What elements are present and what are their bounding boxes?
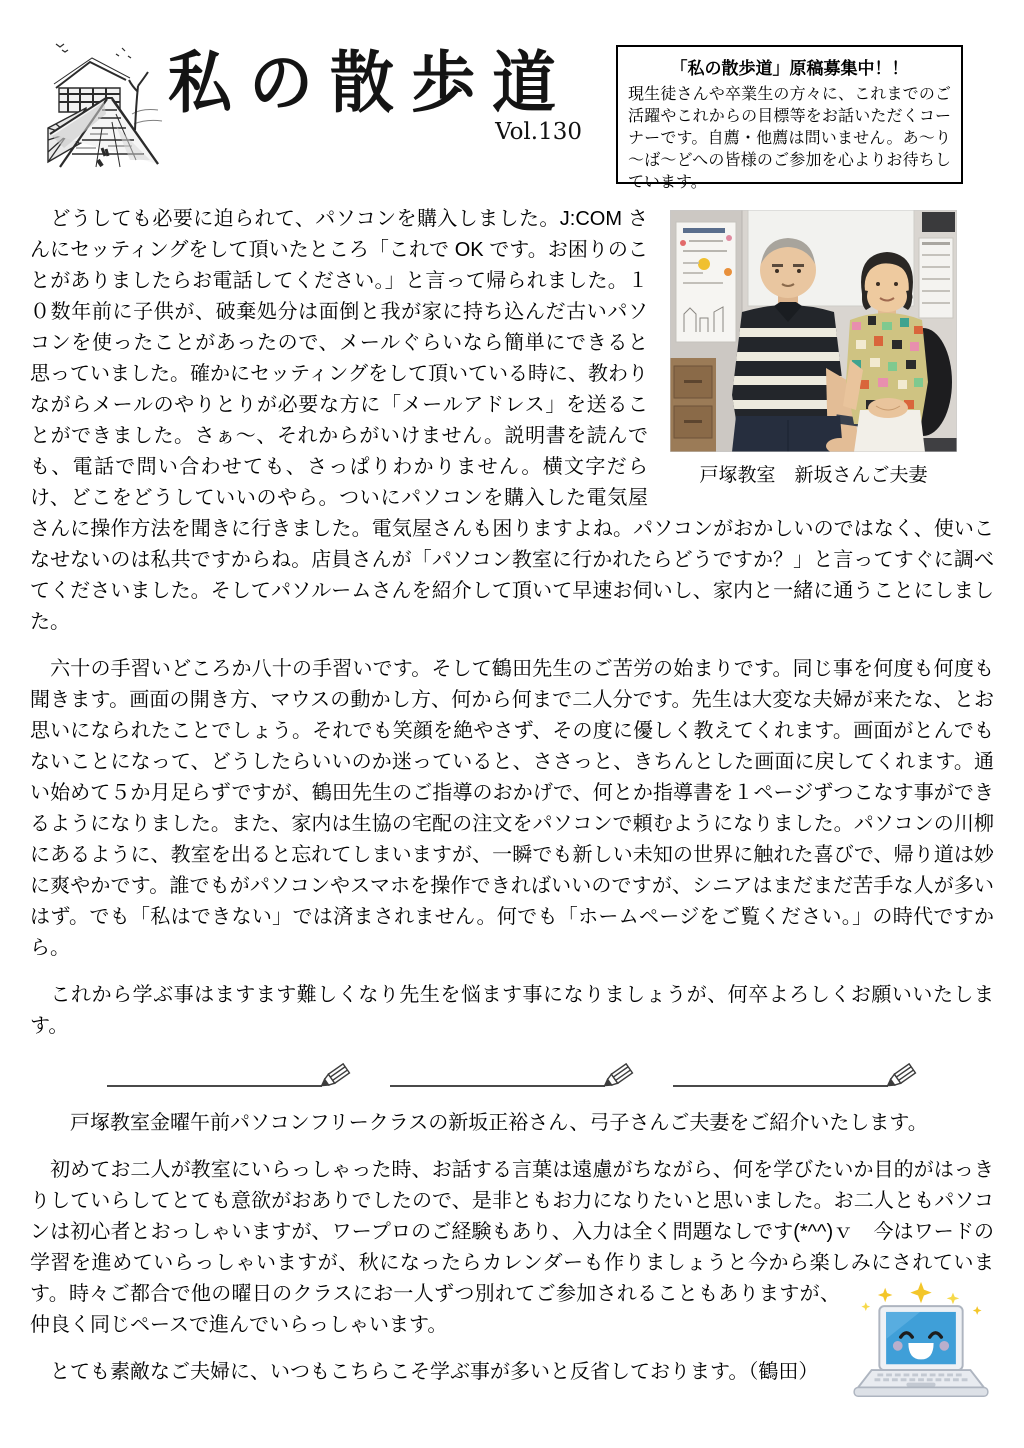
divider-segment xyxy=(390,1061,635,1092)
closing-section xyxy=(30,1155,994,1388)
elderly-couple-photo xyxy=(670,210,957,452)
masthead xyxy=(0,0,1024,191)
newsletter-title: 私の散歩道 xyxy=(168,44,573,123)
intro-line: 戸塚教室金曜午前パソコンフリークラスの新坂正裕さん、弓子さんご夫妻をご紹介いたします。 xyxy=(30,1112,928,1134)
paragraph-3: これから学ぶ事はますます難しくなり先生を悩ます事になりましょうが、何卒よろしくお願いいたします。 xyxy=(30,984,994,1037)
divider-segment xyxy=(673,1061,918,1092)
couple-photo-figure xyxy=(658,210,994,491)
smiling-laptop-icon xyxy=(848,1279,994,1413)
walking-path-sketch-icon xyxy=(46,36,164,168)
divider-line xyxy=(107,1085,322,1087)
title-block xyxy=(168,42,588,145)
paragraph-2: 六十の手習いどころか八十の手習いです。そして鶴田先生のご苦労の始まりです。同じ事を何度も何度も聞きます。画面の開き方、マウスの動かし方、何から何まで二人分です。先生は大変な夫婦が来たな、とお思いになられたことでしょう。それでも笑顔を絶やさず、その度に優しく教えてくれます。画面がとんでもないことになって、どうしたらいいのか迷っていると、ささっと、きちんとした画面に戻してくれます。通い始めて５か月足らずですが、鶴田先生のご指導のおかげで、何とか指導書を１ページずつこなす事ができるようになりました。また、家内は生協の宅配の注文をパソコンで頼むようになりました。パソコンの川柳にあるように、教室を出ると忘れてしまいますが、一瞬でも新しい未知の世界に触れた喜びで、帰り道は妙に爽やかです。誰でもがパソコンやスマホを操作できればいいのですが、シニアはまだまだ苦手な人が多いはず。でも「私はできない」では済まされません。何でも「ホームページをご覧ください。」の時代ですから。 xyxy=(30,658,994,959)
divider-segment xyxy=(107,1061,352,1092)
paragraph-5: とても素敵なご夫婦に、いつもこちらこそ学ぶ事が多いと反省しております。（鶴田） xyxy=(30,1361,819,1383)
divider-line xyxy=(673,1085,888,1087)
volume-label: Vol.130 xyxy=(495,119,582,146)
recruit-box xyxy=(616,45,963,191)
divider-line xyxy=(390,1085,605,1087)
pencil-icon xyxy=(884,1061,918,1093)
recruit-box-title: 「私の散歩道」原稿募集中！！ xyxy=(670,59,909,78)
photo-caption: 戸塚教室 新坂さんご夫妻 xyxy=(699,465,928,486)
lead-section xyxy=(30,204,994,638)
pencil-divider xyxy=(30,1058,994,1092)
pencil-icon xyxy=(318,1061,352,1093)
recruit-box-body: 現生徒さんや卒業生の方々に、これまでのご活躍やこれからの目標等をお話いただくコーナーです。自薦・他薦は問いません。あ～り～ば～どへの皆様のご参加を心よりお待ちしています。 xyxy=(628,86,951,191)
article-body xyxy=(0,188,1024,1388)
paragraph-4: 初めてお二人が教室にいらっしゃった時、お話する言葉は遠慮がちながら、何を学びたいか目的がはっきりしていらしてとても意欲がおありでしたので、是非ともお力になりたいと思いました。お二人ともパソコンは初心者とおっしゃいますが、ワープロのご経験もあり、入力は全く問題なしです(*^^)ｖ 今はワードの学習を進めていらっしゃいますが、秋になったらカレンダーも作りましょうと今から楽しみにされています。時々ご都合で他の曜日のクラスにお一人ずつ別れてご参加されることもありますが、仲良く同じペースで進んでいらっしゃいます。 xyxy=(30,1159,994,1336)
paragraph-1: どうしても必要に迫られて、パソコンを購入しました。J:COM さんにセッティングをして頂いたところ「これで OK です。お困りのことがありましたらお電話してください。」と言って帰られました。１０数年前に子供が、破棄処分は面倒と我が家に持ち込んだ古いパソコンを使ったことがあったので、メールぐらいなら簡単にできると思っていました。確かにセッティングをして頂いている時に、教わりながらメールのやりとりが必要な方に「メールアドレス」を送ることができました。さぁ～、それからがいけません。説明書を読んでも、電話で問い合わせても、さっぱりわかりません。横文字だらけ、どこをどうしていいのやら。ついにパソコンを購入した電気屋さんに操作方法を聞きに行きました。電気屋さんも困りますよね。パソコンがおかしいのではなく、使いこなせないのは私共ですからね。店員さんが「パソコン教室に行かれたらどうですか？」と言ってすぐに調べてくださいました。そしてパソルームさんを紹介して頂いて早速お伺いし、家内と一緒に通うことにしました。 xyxy=(30,208,994,633)
pencil-icon xyxy=(601,1061,635,1093)
